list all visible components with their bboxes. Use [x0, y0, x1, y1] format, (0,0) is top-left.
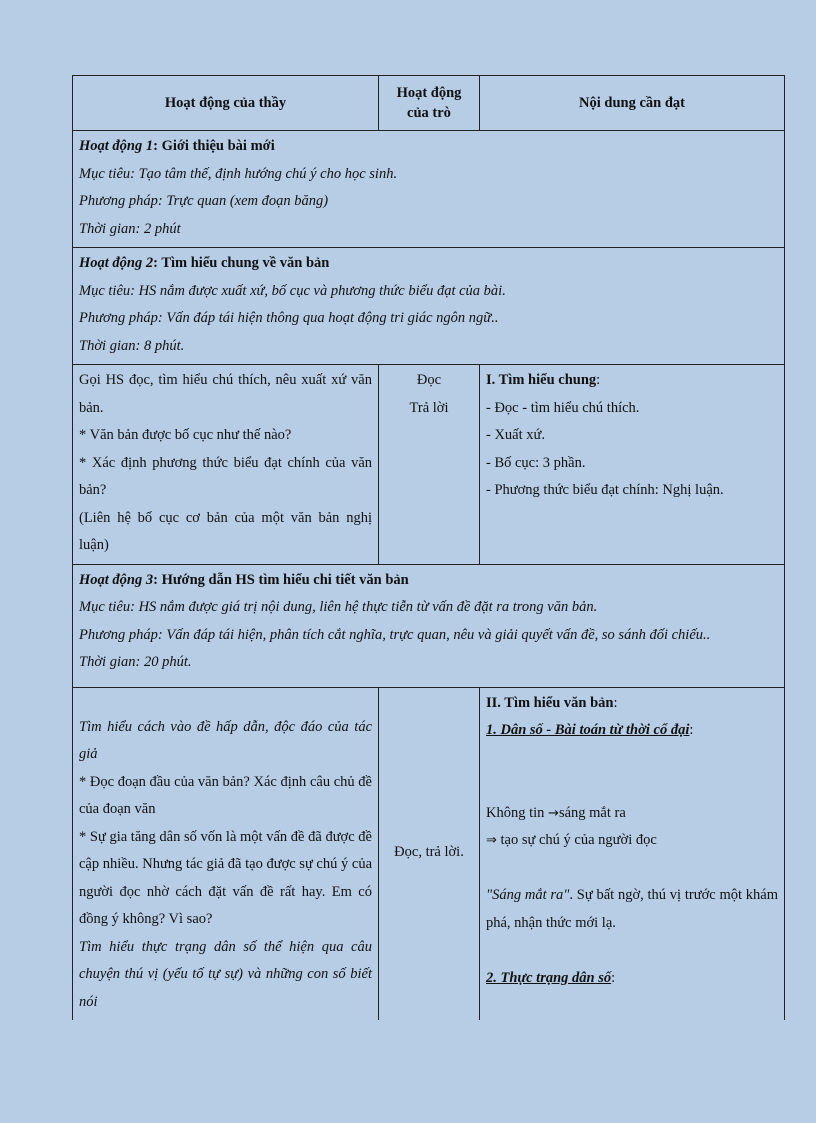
detail-row [73, 687, 785, 1020]
general-content-heading: I. Tìm hiểu chung [486, 372, 597, 388]
activity-1-cell [73, 131, 785, 248]
general-teacher-line: (Liên hệ bố cục cơ bản của một văn bản nghị luận) [79, 509, 372, 553]
general-student-cell [379, 365, 480, 565]
general-teacher-line: * Văn bản được bố cục như thế nào? [79, 427, 292, 443]
section-heading-colon: : [613, 694, 618, 711]
activity-1-goal: Mục tiêu: Tạo tâm thế, định hướng chú ý cho học sinh. [79, 165, 398, 182]
subheading-population-colon: : [689, 722, 694, 738]
header-student: Hoạt động của trò [379, 76, 480, 131]
spacer [486, 937, 778, 965]
general-content-line: - Xuất xứ. [486, 427, 545, 443]
activity-1-title: : Giới thiệu bài mới [153, 138, 275, 154]
detail-content-cell [480, 687, 785, 1020]
detail-teacher-question: * Sự gia tăng dân số vốn là một vấn đề đã được đề cập nhiều. Nhưng tác giả đã tạo được sự chú ý của người đọc nhờ cách đặt vấn đề rất hay. Em có đồng ý không? Vì sao? [79, 828, 372, 927]
header-teacher: Hoạt động của thầy [73, 76, 379, 131]
detail-teacher-intro: Tìm hiểu cách vào đề hấp dẫn, độc đáo của tác giả [79, 718, 372, 762]
lesson-plan-page [72, 75, 784, 1020]
activity-2-title: : Tìm hiểu chung về văn bản [153, 255, 330, 271]
subheading-status: 2. Thực trạng dân số [486, 969, 612, 986]
activity-2-label: Hoạt động 2 [79, 255, 154, 271]
quote-text: "Sáng mắt ra" [486, 887, 570, 903]
spacer [486, 855, 778, 883]
general-content-line: - Bố cục: 3 phần. [486, 454, 586, 471]
general-teacher-cell [73, 365, 379, 565]
general-row [73, 365, 785, 565]
activity-3-row [73, 564, 785, 687]
activity-2-cell [73, 248, 785, 365]
general-student-line: Trả lời [409, 399, 449, 416]
header-content: Nội dung cần đạt [480, 76, 785, 131]
detail-teacher-cell [73, 687, 379, 1020]
general-content-line: - Đọc - tìm hiểu chú thích. [486, 399, 640, 416]
quote-explanation: . Sự bất ngờ, thú vị trước một khám phá, nhận thức mới lạ. [486, 887, 778, 931]
activity-2-goal: Mục tiêu: HS nắm được xuất xứ, bố cục và phương thức biểu đạt của bài. [79, 282, 506, 299]
general-teacher-line: Gọi HS đọc, tìm hiểu chú thích, nêu xuất xứ văn bản. [79, 372, 372, 416]
subheading-population: 1. Dân số - Bài toán từ thời cổ đại [486, 722, 690, 738]
activity-1-time: Thời gian: 2 phút [79, 220, 181, 237]
activity-2-time: Thời gian: 8 phút. [79, 337, 185, 354]
general-content-heading-colon: : [596, 372, 601, 388]
activity-1-row [73, 131, 785, 248]
activity-1-method: Phương pháp: Trực quan (xem đoạn băng) [79, 193, 329, 209]
activity-1-label: Hoạt động 1 [79, 138, 154, 154]
detail-student-cell [379, 687, 480, 1020]
activity-2-row [73, 248, 785, 365]
detail-teacher-task: Tìm hiểu thực trạng dân số thể hiện qua câu chuyện thú vị (yếu tố tự sự) và những con số biết nói [79, 938, 372, 1010]
content-line-c: tạo sự chú ý của người đọc [496, 832, 657, 848]
general-teacher-line: * Xác định phương thức biểu đạt chính của văn bản? [79, 454, 372, 498]
section-heading: II. Tìm hiểu văn bản [486, 694, 614, 711]
double-arrow-icon: ⇒ [486, 833, 497, 848]
activity-3-title: : Hướng dẫn HS tìm hiểu chi tiết văn bản [153, 571, 409, 588]
subheading-status-colon: : [611, 969, 616, 986]
activity-3-goal: Mục tiêu: HS nắm được giá trị nội dung, liên hệ thực tiễn từ vấn đề đặt ra trong văn bản. [79, 599, 598, 615]
general-content-line: - Phương thức biểu đạt chính: Nghị luận. [486, 482, 724, 498]
content-line-a: Không tin [486, 804, 549, 821]
general-content-cell [480, 365, 785, 565]
content-line-b: sáng mắt ra [558, 804, 626, 821]
detail-student-answer: Đọc, trả lời. [394, 844, 464, 860]
detail-teacher-question: * Đọc đoạn đầu của văn bản? Xác định câu chủ đề của đoạn văn [79, 773, 372, 817]
lesson-plan-table [72, 75, 785, 1020]
table-header-row [73, 76, 785, 131]
spacer [486, 745, 778, 773]
activity-3-cell [73, 564, 785, 687]
activity-3-time: Thời gian: 20 phút. [79, 654, 192, 670]
activity-2-method: Phương pháp: Vấn đáp tái hiện thông qua hoạt động tri giác ngôn ngữ.. [79, 310, 499, 326]
spacer [486, 772, 778, 800]
activity-3-method: Phương pháp: Vấn đáp tái hiện, phân tích cắt nghĩa, trực quan, nêu và giải quyết vấn đề, so sánh đối chiếu.. [79, 626, 711, 643]
right-arrow-icon: → [548, 805, 559, 821]
general-student-line: Đọc [416, 372, 442, 388]
activity-3-label: Hoạt động 3 [79, 571, 154, 588]
